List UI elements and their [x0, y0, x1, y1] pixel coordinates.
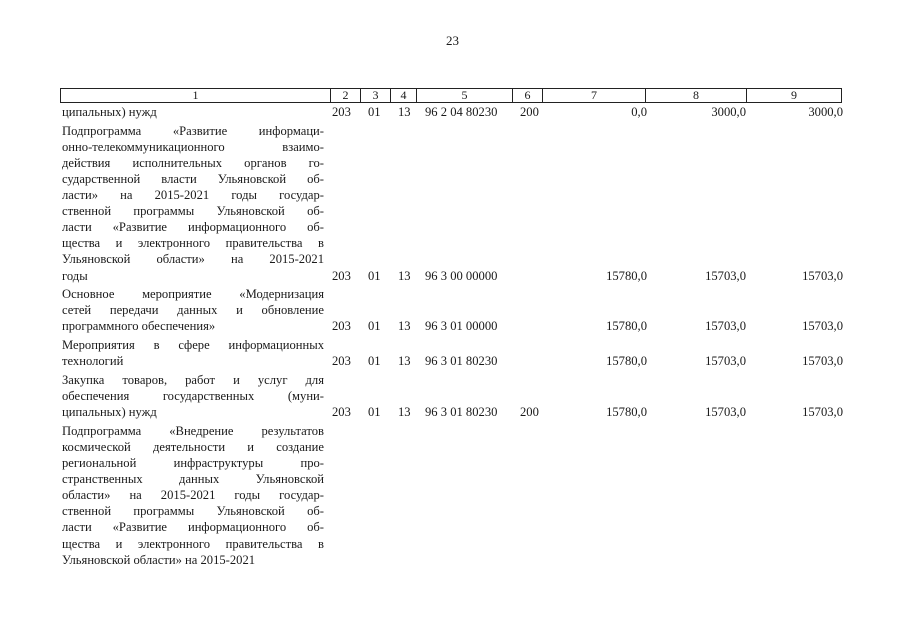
cell-amount-col9: 15703,0: [802, 405, 843, 420]
cell-amount-col9: 15703,0: [802, 319, 843, 334]
cell-subsection-code-2: 13: [398, 319, 411, 334]
row-description: [62, 123, 324, 284]
cell-target-article-code: 96 3 01 00000: [425, 319, 498, 334]
cell-amount-col8: 15703,0: [705, 354, 746, 369]
description-line: сударственной власти Ульяновской об-: [62, 171, 324, 186]
description-line: обеспечения государственных (муни-: [62, 389, 324, 404]
cell-subsection-code-2: 13: [398, 268, 411, 283]
description-line: щества и электронного правительства в: [62, 536, 324, 551]
cell-subsection-code: 01: [368, 405, 381, 420]
row-description: [62, 337, 324, 369]
cell-section-code: 203: [332, 405, 351, 420]
description-line: годы: [62, 268, 88, 283]
cell-amount-col8: 3000,0: [711, 105, 746, 119]
description-line: ципальных) нужд: [62, 405, 157, 420]
cell-section-code: 203: [332, 354, 351, 369]
description-line: Мероприятия в сфере информационных: [62, 338, 324, 353]
cell-subsection-code-2: 13: [398, 354, 411, 369]
row-description: [62, 286, 324, 334]
description-line: Подпрограмма «Развитие информаци-: [62, 123, 324, 138]
description-line: Ульяновской области» на 2015-2021: [62, 552, 256, 567]
cell-subsection-code: 01: [368, 268, 381, 283]
column-header-8: 8: [645, 89, 746, 102]
cell-subsection-code: 01: [368, 105, 381, 119]
description-line: ственной программы Ульяновской об-: [62, 504, 324, 519]
cell-amount-col7: 0,0: [631, 105, 647, 119]
description-line: Ульяновской области» на 2015-2021: [62, 252, 324, 267]
cell-section-code: 203: [332, 268, 351, 283]
cell-amount-col7: 15780,0: [606, 319, 647, 334]
row-description: [62, 104, 324, 120]
description-line: онно-телекоммуникационного взаимо-: [62, 139, 324, 154]
cell-target-article-code: 96 3 01 80230: [425, 405, 498, 420]
description-line: программного обеспечения»: [62, 319, 216, 334]
description-line: странственных данных Ульяновской: [62, 472, 324, 487]
column-header-9: 9: [746, 89, 841, 102]
description-line: ласти «Развитие информационного об-: [62, 220, 324, 235]
cell-amount-col9: 15703,0: [802, 354, 843, 369]
column-header-7: 7: [542, 89, 645, 102]
description-line: сетей передачи данных и обновление: [62, 303, 324, 318]
row-description: [62, 423, 324, 568]
cell-amount-col8: 15703,0: [705, 319, 746, 334]
cell-subsection-code: 01: [368, 319, 381, 334]
cell-expense-type-code: 200: [520, 405, 539, 420]
cell-amount-col9: 3000,0: [808, 105, 843, 119]
table-column-header-row: [60, 88, 842, 103]
column-header-3: 3: [360, 89, 390, 102]
cell-amount-col8: 15703,0: [705, 405, 746, 420]
cell-target-article-code: 96 3 00 00000: [425, 268, 498, 283]
description-line: ственной программы Ульяновской об-: [62, 204, 324, 219]
cell-amount-col9: 15703,0: [802, 268, 843, 283]
page-number: 23: [446, 33, 459, 48]
cell-expense-type-code: 200: [520, 105, 539, 119]
description-line: действия исполнительных органов го-: [62, 155, 324, 170]
cell-target-article-code: 96 3 01 80230: [425, 354, 498, 369]
cell-amount-col7: 15780,0: [606, 405, 647, 420]
column-header-6: 6: [512, 89, 542, 102]
description-line: ласти» на 2015-2021 годы государ-: [62, 188, 324, 203]
cell-subsection-code: 01: [368, 354, 381, 369]
description-line: Закупка товаров, работ и услуг для: [62, 373, 324, 387]
cell-section-code: 203: [332, 319, 351, 334]
column-header-2: 2: [330, 89, 360, 102]
column-header-1: 1: [192, 88, 199, 102]
column-header-5: 5: [416, 89, 512, 102]
cell-target-article-code: 96 2 04 80230: [425, 105, 498, 119]
description-line: щества и электронного правительства в: [62, 236, 324, 251]
column-header-4: 4: [390, 89, 416, 102]
description-line: Основное мероприятие «Модернизация: [62, 287, 324, 302]
cell-subsection-code-2: 13: [398, 105, 411, 119]
description-line: Подпрограмма «Внедрение результатов: [62, 423, 324, 438]
cell-amount-col7: 15780,0: [606, 354, 647, 369]
description-line: ласти «Развитие информационного об-: [62, 520, 324, 535]
cell-amount-col8: 15703,0: [705, 268, 746, 283]
cell-section-code: 203: [332, 105, 351, 119]
description-line: космической деятельности и создание: [62, 439, 324, 454]
description-line: технологий: [62, 354, 124, 369]
cell-subsection-code-2: 13: [398, 405, 411, 420]
row-description: [62, 372, 324, 420]
description-line: области» на 2015-2021 годы государ-: [62, 488, 324, 503]
description-line: ципальных) нужд: [62, 105, 157, 119]
description-line: региональной инфраструктуры про-: [62, 456, 324, 471]
cell-amount-col7: 15780,0: [606, 268, 647, 283]
